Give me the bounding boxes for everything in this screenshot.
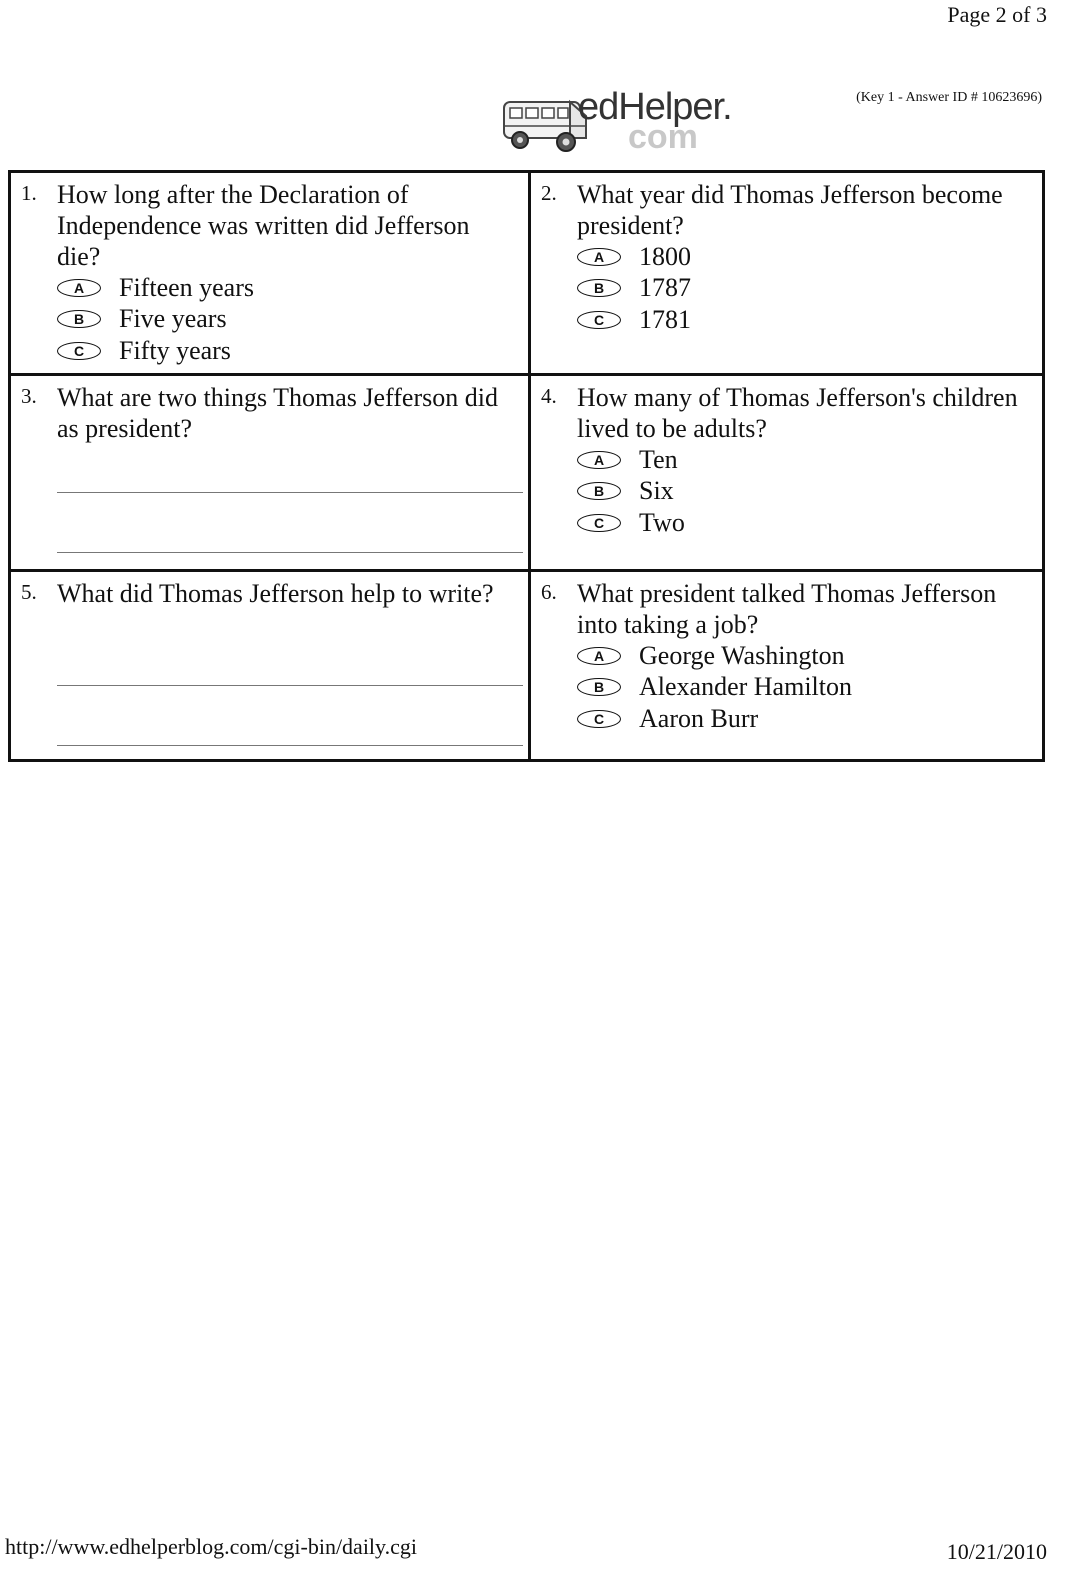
question-cell-2 <box>531 173 1042 376</box>
question-number: 4. <box>541 384 557 408</box>
question-number: 3. <box>21 384 37 408</box>
logo-text: edHelper. <box>578 86 732 128</box>
page-number: Page 2 of 3 <box>947 2 1047 27</box>
choice-text: Aaron Burr <box>639 703 759 733</box>
question-cell-3 <box>11 376 531 572</box>
answer-bubble[interactable]: B <box>577 482 621 500</box>
question-text: How many of Thomas Jefferson's children lived to be adults? <box>577 383 1018 443</box>
question-cell-4 <box>531 376 1042 572</box>
choice-text: George Washington <box>639 640 845 670</box>
choice-list <box>577 241 1032 336</box>
choice-list <box>577 640 1032 735</box>
footer-url: http://www.edhelperblog.com/cgi-bin/daily.cgi <box>5 1534 417 1559</box>
question-cell-1 <box>11 173 531 376</box>
choice-b[interactable] <box>577 476 1032 508</box>
answer-bubble[interactable]: A <box>57 279 101 297</box>
answer-bubble[interactable]: C <box>577 311 621 329</box>
answer-bubble[interactable]: B <box>577 678 621 696</box>
answer-bubble[interactable]: B <box>57 310 101 328</box>
choice-text: Ten <box>639 444 678 474</box>
choice-text: 1781 <box>639 304 691 334</box>
logo-subtext: com <box>628 118 698 156</box>
answer-bubble[interactable]: A <box>577 248 621 266</box>
choice-c[interactable] <box>577 703 1032 735</box>
choice-text: 1787 <box>639 273 691 303</box>
edhelper-logo <box>500 82 740 168</box>
choice-text: Fifteen years <box>119 272 255 302</box>
choice-text: Five years <box>119 304 227 334</box>
choice-text: 1800 <box>639 241 691 271</box>
question-text: How long after the Declaration of Independence was written did Jefferson die? <box>57 180 470 271</box>
answer-line[interactable] <box>57 492 523 493</box>
answer-line[interactable] <box>57 745 523 746</box>
answer-bubble[interactable]: A <box>577 647 621 665</box>
choice-a[interactable] <box>577 640 1032 672</box>
answer-bubble[interactable]: C <box>577 514 621 532</box>
choice-text: Alexander Hamilton <box>639 672 852 702</box>
question-number: 1. <box>21 181 37 205</box>
choice-text: Six <box>639 476 674 506</box>
question-text: What did Thomas Jefferson help to write? <box>57 579 494 608</box>
question-grid <box>8 170 1045 762</box>
choice-b[interactable] <box>577 273 1032 305</box>
choice-text: Fifty years <box>119 335 231 365</box>
question-cell-6 <box>531 572 1042 759</box>
choice-a[interactable] <box>577 241 1032 273</box>
answer-bubble[interactable]: B <box>577 279 621 297</box>
answer-bubble[interactable]: A <box>577 451 621 469</box>
question-number: 5. <box>21 580 37 604</box>
choice-a[interactable] <box>57 272 518 304</box>
choice-c[interactable] <box>577 304 1032 336</box>
choice-b[interactable] <box>577 672 1032 704</box>
question-text: What year did Thomas Jefferson become president? <box>577 180 1003 240</box>
answer-bubble[interactable]: C <box>57 342 101 360</box>
choice-text: Two <box>639 507 685 537</box>
choice-a[interactable] <box>577 444 1032 476</box>
choice-list <box>577 444 1032 539</box>
answer-line[interactable] <box>57 552 523 553</box>
answer-bubble[interactable]: C <box>577 710 621 728</box>
answer-key-id: (Key 1 - Answer ID # 10623696) <box>856 90 1042 105</box>
question-number: 6. <box>541 580 557 604</box>
answer-line[interactable] <box>57 685 523 686</box>
question-cell-5 <box>11 572 531 759</box>
choice-list <box>57 272 518 367</box>
question-text: What president talked Thomas Jefferson into taking a job? <box>577 579 997 639</box>
choice-c[interactable] <box>577 507 1032 539</box>
choice-c[interactable] <box>57 335 518 367</box>
question-number: 2. <box>541 181 557 205</box>
school-bus-icon <box>500 88 590 158</box>
footer-date: 10/21/2010 <box>946 1539 1047 1564</box>
choice-b[interactable] <box>57 304 518 336</box>
question-text: What are two things Thomas Jefferson did as president? <box>57 383 498 443</box>
